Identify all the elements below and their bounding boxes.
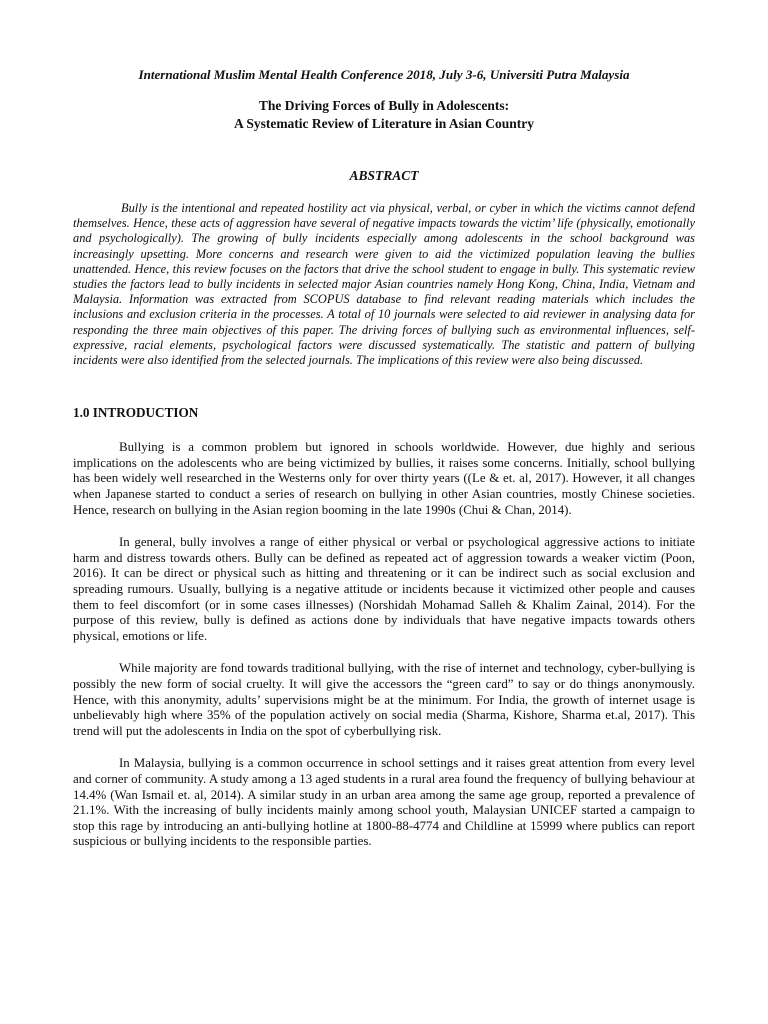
abstract-heading: ABSTRACT xyxy=(349,168,419,183)
abstract-text: Bully is the intentional and repeated hostility act via physical, verbal, or cyber in which the victims cannot defend themselves. Hence, these acts of aggression have several of negative impacts towards the victim’ life (physically, emotionally and psychologically). The growing of bully incidents especially among adolescents in the school background was increasingly upsetting. More concerns and research were given to aid the victimized population leaving the bullies unattended. Hence, this review focuses on the factors that drive the school student to engage in bully. This systematic review studies the factors lead to bully incidents in selected major Asian countries namely Hong Kong, China, India, Vietnam and Malaysia. Information was extracted from SCOPUS database to find relevant reading materials which includes the inclusions and exclusion criteria in the processes. A total of 10 journals were selected to aid reviewer in analysing data for responding the three main objectives of this paper. The driving forces of bullying such as environmental influences, self-expressive, racial elements, psychological factors were discussed systematically. The statistic and pattern of bullying incidents were also identified from the selected journals. The implications of this review were also being discussed. xyxy=(73,201,695,368)
introduction-heading: 1.0 INTRODUCTION xyxy=(73,405,199,421)
intro-paragraph-1: Bullying is a common problem but ignored in schools worldwide. However, due highly and serious implications on the adolescents who are being victimized by bullies, it raises some concerns. Initially, school bullying has been widely well researched in the Westerns only for over thirty years ((Le & et. al, 2017). However, it all changes when Japanese started to conduct a series of research on bullying in other Asian countries, mostly Chinese societies. Hence, research on bullying in the Asian region booming in the late 1990s (Chui & Chan, 2014). xyxy=(73,440,695,517)
conference-header: International Muslim Mental Health Conference 2018, July 3-6, Universiti Putra Malaysia xyxy=(138,67,630,82)
intro-paragraph-3: While majority are fond towards traditional bullying, with the rise of internet and technology, cyber-bullying is possibly the new form of social cruelty. It will give the accessors the “green card” to say or do things anonymously. Hence, with this anonymity, adults’ supervisions might be at the minimum. For India, the growth of internet usage is unbelievably high where 35% of the population actively on social media (Sharma, Kishore, Sharma et.al, 2017). This trend will put the adolescents in India on the spot of cyberbullying risk. xyxy=(73,661,695,738)
paper-title-line-2: A Systematic Review of Literature in Asian Country xyxy=(233,116,535,131)
paper-title xyxy=(73,97,695,133)
paper-title-line-1: The Driving Forces of Bully in Adolescents: xyxy=(258,98,510,113)
intro-paragraph-2: In general, bully involves a range of either physical or verbal or psychological aggressive actions to initiate harm and distress towards others. Bully can be defined as repeated act of aggression towards a weaker victim (Poon, 2016). It can be direct or physical such as hitting and threatening or it can be indirect such as social exclusion and spreading rumours. Usually, bullying is a negative attitude or incidents because it victimized other people and causes them to feel discomfort (or in some cases illnesses) (Norshidah Mohamad Salleh & Khalim Zainal, 2014). For the purpose of this review, bully is defined as actions done by individuals that have negative impacts towards others physical, emotions or life. xyxy=(73,535,695,643)
intro-paragraph-4: In Malaysia, bullying is a common occurrence in school settings and it raises great attention from every level and corner of community. A study among a 13 aged students in a rural area found the frequency of bullying behaviour at 14.4% (Wan Ismail et. al, 2014). A similar study in an urban area among the same age group, reported a prevalence of 21.1%. With the increasing of bully incidents mainly among school youth, Malaysian UNICEF started a campaign to stop this rage by introducing an anti-bullying hotline at 1800-88-4774 and Childline at 15999 where publics can report suspicious or bullying incidents to the responsible parties. xyxy=(73,756,695,849)
